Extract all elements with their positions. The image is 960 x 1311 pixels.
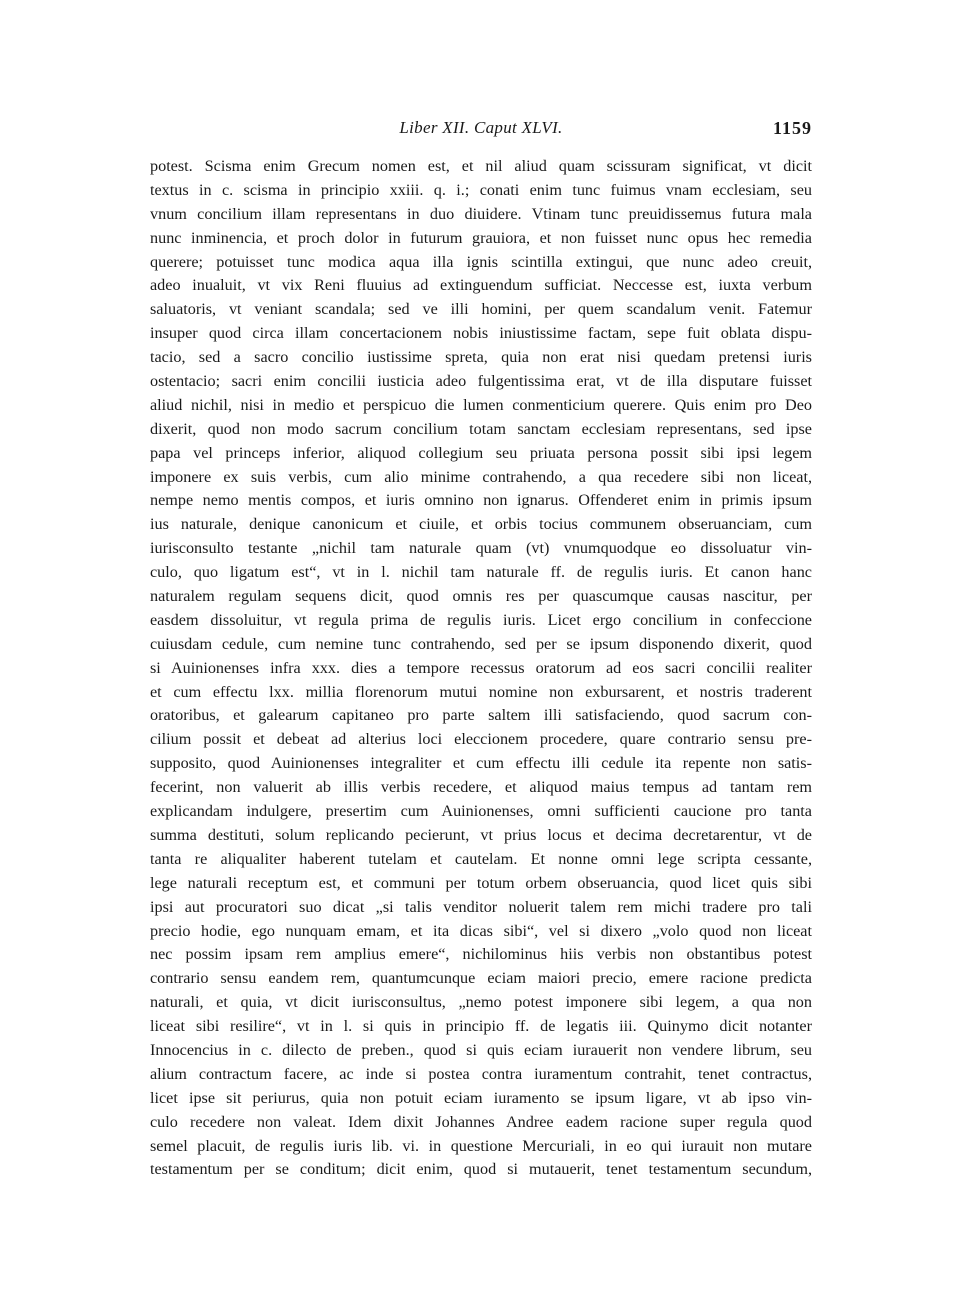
text-line: alium contractum facere, ac inde si postea contra iuramentum contrahit, tenet contractus, bbox=[150, 1064, 812, 1083]
text-line: tanta re aliqualiter haberent tutelam et cautelam. Et nonne omni lege scripta cessante, bbox=[150, 849, 812, 868]
text-line: naturalem regulam sequens dicit, quod omnis res per quascumque causas nascitur, per bbox=[150, 587, 812, 606]
text-line: culo recedere non valeat. Idem dixit Johannes Andree eadem racione super regula quod bbox=[150, 1112, 812, 1131]
text-line: tacio, sed a sacro concilio iustissime spreta, quia non erat nisi quedam pretensi iuris bbox=[150, 348, 812, 367]
text-line: querere; potuisset tunc modica aqua illa ignis scintilla extingui, que nunc adeo creuit, bbox=[150, 252, 812, 271]
text-line: potest. Scisma enim Grecum nomen est, et nil aliud quam scissuram significat, vt dicit bbox=[150, 157, 812, 175]
body-text bbox=[150, 155, 812, 1182]
text-line: oratoribus, et galearum capitaneo pro parte saltem illi satisfaciendo, quod sacrum con- bbox=[150, 706, 812, 725]
text-line: vnum concilium illam representans in duo diuidere. Vtinam tunc preuidissemus futura mala bbox=[150, 204, 812, 223]
text-line: iurisconsulto testante „nichil tam naturale quam (vt) vnumquodque eo dissoluatur vin- bbox=[150, 539, 812, 558]
text-line: aliud nichil, nisi in medio et perspicuo die lumen conmenticium querere. Quis enim pro Deo bbox=[150, 395, 812, 414]
text-line: supposito, quod Auinionenses integraliter et cum effectu illi cedule ita repente non satis- bbox=[150, 754, 812, 773]
text-line: insuper quod circa illam concertacionem nobis iniustissime factam, sepe fuit oblata dispu- bbox=[150, 324, 812, 343]
text-line: ostentacio; sacri enim concilii iusticia adeo fulgentissima erat, vt de illa disputare fuisset bbox=[150, 372, 812, 391]
text-line: contrario sensu eandem rem, quantumcunque eciam maiori precio, emere racione predicta bbox=[150, 969, 812, 988]
page-number: 1159 bbox=[772, 118, 812, 138]
text-line: ius naturale, denique canonicum et ciuile, et orbis tocius communem obseruanciam, cum bbox=[150, 515, 812, 534]
text-line: nempe nemo mentis compos, et iuris omnino non ignarus. Offenderet enim in primis ipsum bbox=[150, 491, 812, 510]
text-line: naturali, et quia, vt dicit iurisconsultus, „nemo potest imponere sibi legem, a qua non bbox=[150, 993, 812, 1012]
text-line: papa vel princeps inferior, aliquod collegium seu priuata persona possit sibi ipsi legem bbox=[150, 443, 812, 462]
text-line: textus in c. scisma in principio xxiii. q. i.; conati enim tunc fuimus vnam ecclesiam, seu bbox=[150, 180, 812, 199]
text-line: semel placuit, de regulis iuris lib. vi. in questione Mercuriali, in eo qui iurauit non mutare bbox=[150, 1136, 812, 1155]
text-line: dixerit, quod non modo sacrum concilium totam sanctam ecclesiam representans, sed ipse bbox=[150, 419, 812, 438]
text-line: cuiusdam cedule, cum nemine tunc contrahendo, sed per se ipsum disponendo dixerit, quod bbox=[150, 634, 812, 653]
text-line: easdem dissoluitur, vt regula prima de regulis iuris. Licet ergo concilium in confeccione bbox=[150, 610, 812, 629]
text-line: Innocencius in c. dilecto de preben., quod si quis eciam iurauerit non vendere librum, seu bbox=[150, 1040, 812, 1059]
text-line: imponere ex suis verbis, cum alio minime contrahendo, a qua recedere sibi non liceat, bbox=[150, 467, 812, 486]
text-line: licet ipse sit periurus, quia non potuit eciam iuramento se ipsum ligare, vt ab ipso vin- bbox=[150, 1088, 812, 1107]
page-header bbox=[150, 118, 812, 144]
text-line: fecerint, non valuerit ab illis verbis recedere, et aliquod maius tempus ad tantam rem bbox=[150, 778, 812, 797]
text-line: et cum effectu lxx. millia florenorum mutui nomine non exbursarent, et nostris traderent bbox=[150, 682, 812, 701]
text-line: culo, quo ligatum est“, vt in l. nichil tam naturale ff. de regulis iuris. Et canon hanc bbox=[150, 563, 812, 582]
text-line: saluatoris, vt veniant scandala; sed ve illi homini, per quem scandalum venit. Fatemur bbox=[150, 300, 812, 319]
text-line: cilium possit et debeat ad alterius loci eleccionem procedere, quare contrario sensu pre- bbox=[150, 730, 812, 749]
text-line: lege naturali receptum est, et communi per totum orbem obseruancia, quod licet quis sibi bbox=[150, 873, 812, 892]
text-line: testamentum per se conditum; dicit enim, quod si mutauerit, tenet testamentum secundum, bbox=[150, 1160, 812, 1179]
text-line: si Auinionenses infra xxx. dies a tempore recessus oratorum ad eos sacri concilii realiter bbox=[150, 658, 812, 677]
text-line: nec possim ipsam rem amplius emere“, nichilominus hiis verbis non obstantibus potest bbox=[150, 945, 812, 964]
text-line: precio hodie, ego nunquam emam, et ita dicas sibi“, vel si dixero „volo quod non liceat bbox=[150, 921, 812, 940]
text-line: nunc inminencia, et proch dolor in futurum grauiora, et non fuisset nunc opus hec remedia bbox=[150, 228, 812, 247]
text-line: explicandam indulgere, presertim cum Auinionenses, omni sufficienti caucione pro tanta bbox=[150, 802, 812, 821]
text-line: liceat sibi resilire“, vt in l. si quis in principio ff. de legatis iii. Quinymo dicit notanter bbox=[150, 1017, 812, 1036]
text-line: ipsi aut procuratori suo dicat „si talis venditor noluerit talem rem michi tradere pro tali bbox=[150, 897, 812, 916]
text-line: summa destituti, solum replicando pecierunt, vt prius locus et decima decretarentur, vt de bbox=[150, 825, 812, 844]
text-line: adeo inualuit, vt vix Reni fluuius ad extinguendum sufficiat. Neccesse est, iuxta verbum bbox=[150, 276, 812, 295]
running-head: Liber XII. Caput XLVI. bbox=[399, 118, 563, 137]
